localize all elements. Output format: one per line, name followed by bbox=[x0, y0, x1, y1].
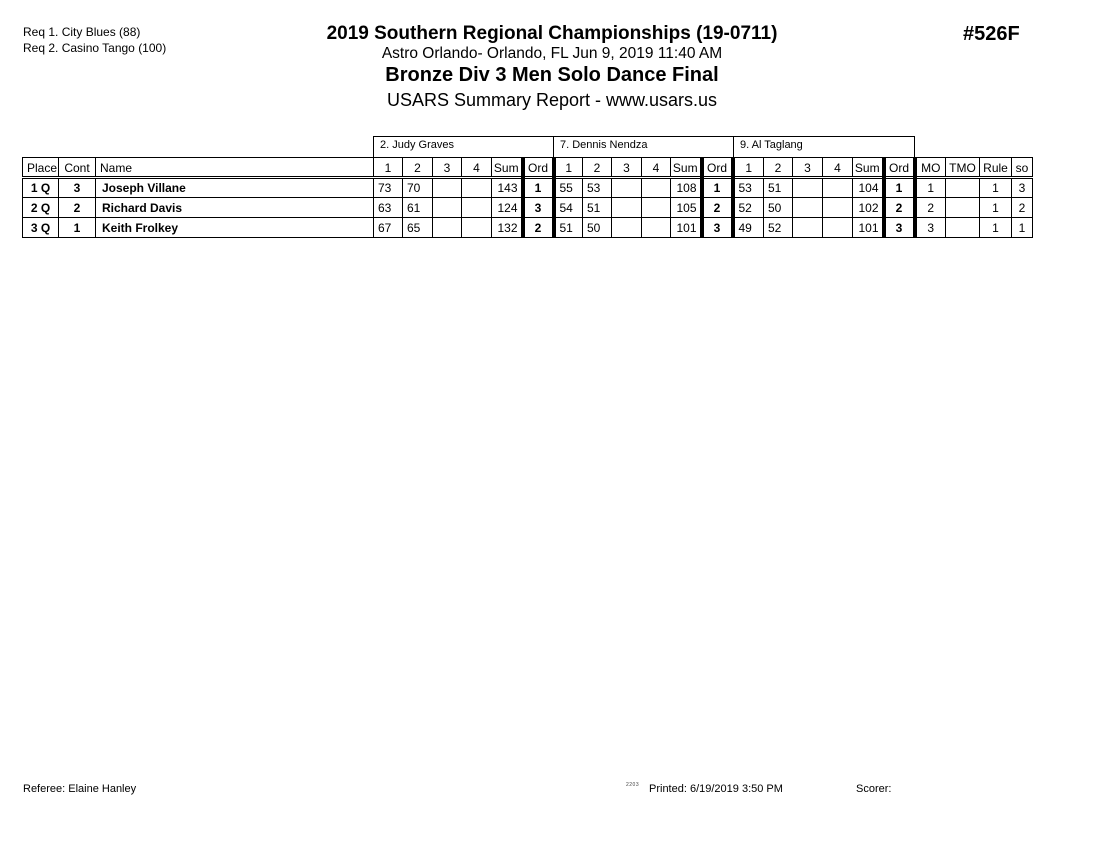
rule: 1 bbox=[980, 218, 1012, 238]
cont: 3 bbox=[59, 178, 96, 198]
score bbox=[793, 218, 823, 238]
score bbox=[433, 218, 462, 238]
place: 1 Q bbox=[23, 178, 59, 198]
competition-title: 2019 Southern Regional Championships (19-0711) bbox=[326, 23, 778, 44]
report-code: 2203 bbox=[626, 782, 640, 788]
j3-col-3: 3 bbox=[793, 158, 823, 178]
scorer: Scorer: bbox=[856, 783, 892, 795]
score bbox=[612, 218, 642, 238]
col-mo: MO bbox=[915, 158, 946, 178]
j1-col-ord: Ord bbox=[523, 158, 554, 178]
score bbox=[462, 178, 492, 198]
j2-col-1: 1 bbox=[554, 158, 583, 178]
ordinal: 2 bbox=[702, 198, 733, 218]
header-row bbox=[23, 158, 1033, 178]
place: 3 Q bbox=[23, 218, 59, 238]
judge-header-3: 9. Al Taglang bbox=[733, 136, 915, 157]
score bbox=[433, 198, 462, 218]
event-title: Bronze Div 3 Men Solo Dance Final bbox=[385, 64, 719, 86]
cont: 2 bbox=[59, 198, 96, 218]
j2-col-4: 4 bbox=[642, 158, 671, 178]
score bbox=[612, 178, 642, 198]
sum: 105 bbox=[671, 198, 702, 218]
col-place: Place bbox=[23, 158, 59, 178]
score bbox=[823, 218, 853, 238]
score bbox=[793, 178, 823, 198]
sum: 104 bbox=[853, 178, 884, 198]
sum: 143 bbox=[492, 178, 523, 198]
so: 3 bbox=[1012, 178, 1033, 198]
j2-col-sum: Sum bbox=[671, 158, 702, 178]
table-row bbox=[23, 178, 1033, 198]
ordinal: 1 bbox=[702, 178, 733, 198]
score: 51 bbox=[764, 178, 793, 198]
table-row bbox=[23, 198, 1033, 218]
j1-col-1: 1 bbox=[374, 158, 403, 178]
score: 50 bbox=[583, 218, 612, 238]
judge-header-1: 2. Judy Graves bbox=[373, 136, 554, 157]
col-name: Name bbox=[96, 158, 374, 178]
score bbox=[823, 178, 853, 198]
sum: 124 bbox=[492, 198, 523, 218]
j1-col-2: 2 bbox=[403, 158, 433, 178]
j3-col-4: 4 bbox=[823, 158, 853, 178]
judge-header-2: 7. Dennis Nendza bbox=[553, 136, 734, 157]
tmo bbox=[946, 218, 980, 238]
results-table bbox=[22, 157, 1033, 238]
tmo bbox=[946, 178, 980, 198]
score: 53 bbox=[733, 178, 764, 198]
referee: Referee: Elaine Hanley bbox=[23, 783, 137, 795]
score bbox=[823, 198, 853, 218]
score: 52 bbox=[733, 198, 764, 218]
score bbox=[462, 218, 492, 238]
sum: 101 bbox=[853, 218, 884, 238]
j3-col-sum: Sum bbox=[853, 158, 884, 178]
score: 50 bbox=[764, 198, 793, 218]
score bbox=[612, 198, 642, 218]
score: 61 bbox=[403, 198, 433, 218]
mo: 2 bbox=[915, 198, 946, 218]
j2-col-ord: Ord bbox=[702, 158, 733, 178]
rule: 1 bbox=[980, 178, 1012, 198]
j2-col-3: 3 bbox=[612, 158, 642, 178]
location-time: Astro Orlando- Orlando, FL Jun 9, 2019 11:40 AM bbox=[381, 45, 723, 62]
score: 67 bbox=[374, 218, 403, 238]
score: 52 bbox=[764, 218, 793, 238]
ordinal: 3 bbox=[884, 218, 915, 238]
j2-col-2: 2 bbox=[583, 158, 612, 178]
score: 63 bbox=[374, 198, 403, 218]
place: 2 Q bbox=[23, 198, 59, 218]
score: 51 bbox=[554, 218, 583, 238]
report-title: USARS Summary Report - www.usars.us bbox=[386, 90, 718, 110]
sum: 102 bbox=[853, 198, 884, 218]
sum: 101 bbox=[671, 218, 702, 238]
score bbox=[642, 218, 671, 238]
table-row bbox=[23, 218, 1033, 238]
j3-col-2: 2 bbox=[764, 158, 793, 178]
cont: 1 bbox=[59, 218, 96, 238]
score bbox=[433, 178, 462, 198]
mo: 1 bbox=[915, 178, 946, 198]
score bbox=[642, 198, 671, 218]
event-number: #526F bbox=[963, 23, 1020, 45]
col-tmo: TMO bbox=[946, 158, 980, 178]
skater-name: Richard Davis bbox=[96, 198, 374, 218]
skater-name: Joseph Villane bbox=[96, 178, 374, 198]
score: 73 bbox=[374, 178, 403, 198]
score: 65 bbox=[403, 218, 433, 238]
sum: 108 bbox=[671, 178, 702, 198]
ordinal: 1 bbox=[523, 178, 554, 198]
request-1: Req 1. City Blues (88) bbox=[23, 25, 141, 39]
rule: 1 bbox=[980, 198, 1012, 218]
score: 51 bbox=[583, 198, 612, 218]
score: 70 bbox=[403, 178, 433, 198]
so: 2 bbox=[1012, 198, 1033, 218]
score bbox=[642, 178, 671, 198]
printed-timestamp: Printed: 6/19/2019 3:50 PM bbox=[649, 783, 783, 795]
ordinal: 2 bbox=[884, 198, 915, 218]
score: 54 bbox=[554, 198, 583, 218]
so: 1 bbox=[1012, 218, 1033, 238]
j3-col-ord: Ord bbox=[884, 158, 915, 178]
ordinal: 3 bbox=[523, 198, 554, 218]
score bbox=[462, 198, 492, 218]
col-cont: Cont bbox=[59, 158, 96, 178]
tmo bbox=[946, 198, 980, 218]
ordinal: 2 bbox=[523, 218, 554, 238]
mo: 3 bbox=[915, 218, 946, 238]
ordinal: 1 bbox=[884, 178, 915, 198]
j1-col-sum: Sum bbox=[492, 158, 523, 178]
score: 49 bbox=[733, 218, 764, 238]
score: 55 bbox=[554, 178, 583, 198]
j1-col-3: 3 bbox=[433, 158, 462, 178]
j1-col-4: 4 bbox=[462, 158, 492, 178]
skater-name: Keith Frolkey bbox=[96, 218, 374, 238]
col-rule: Rule bbox=[980, 158, 1012, 178]
score bbox=[793, 198, 823, 218]
ordinal: 3 bbox=[702, 218, 733, 238]
score: 53 bbox=[583, 178, 612, 198]
col-so: so bbox=[1012, 158, 1033, 178]
request-2: Req 2. Casino Tango (100) bbox=[23, 41, 167, 55]
sum: 132 bbox=[492, 218, 523, 238]
j3-col-1: 1 bbox=[733, 158, 764, 178]
